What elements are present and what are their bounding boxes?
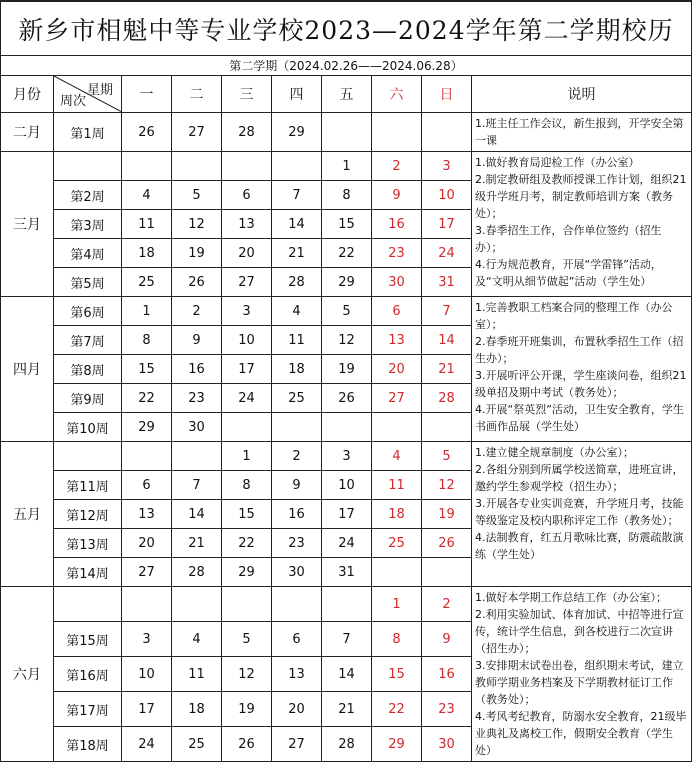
day-cell: 1 xyxy=(122,297,172,326)
note-item: 1.建立健全规章制度（办公室）； xyxy=(475,446,634,459)
day-cell: 24 xyxy=(422,239,472,268)
day-cell: 24 xyxy=(222,384,272,413)
day-cell: 21 xyxy=(422,355,472,384)
day-cell: 16 xyxy=(272,500,322,529)
day-cell: 27 xyxy=(222,268,272,297)
note-item: 2.春季班开班集训，布置秋季招生工作（招生办）； xyxy=(475,335,684,365)
day-cell: 4 xyxy=(122,181,172,210)
day-cell xyxy=(122,152,172,181)
note-item: 4.考风考纪教育，防溺水安全教育，21级毕业典礼及离校工作，假期安全教育（学生处） xyxy=(475,710,687,757)
header-day-mon: 一 xyxy=(122,76,172,113)
month-label: 三月 xyxy=(1,152,54,297)
week-number xyxy=(54,152,122,181)
week-number: 第18周 xyxy=(54,727,122,762)
day-cell: 30 xyxy=(372,268,422,297)
week-number: 第4周 xyxy=(54,239,122,268)
day-cell: 10 xyxy=(422,181,472,210)
day-cell: 30 xyxy=(272,558,322,587)
day-cell xyxy=(172,587,222,622)
note-item: 3.开展听评公开课，学生座谈问卷，组织21级单招及期中考试（教务处）； xyxy=(475,369,687,399)
header-weekday-label: 星期 xyxy=(86,83,113,98)
day-cell: 1 xyxy=(322,152,372,181)
day-cell xyxy=(372,413,422,442)
day-cell: 5 xyxy=(422,442,472,471)
day-cell: 15 xyxy=(222,500,272,529)
day-cell: 2 xyxy=(272,442,322,471)
day-cell: 19 xyxy=(422,500,472,529)
note-item: 4.开展“祭英烈”活动，卫生安全教育，学生书画作品展（学生处） xyxy=(475,403,684,433)
month-label: 二月 xyxy=(1,113,54,152)
note-item: 4.法制教育，红五月歌咏比赛，防震疏散演练（学生处） xyxy=(475,531,684,561)
day-cell: 22 xyxy=(222,529,272,558)
day-cell xyxy=(422,113,472,152)
week-number: 第16周 xyxy=(54,657,122,692)
day-cell: 25 xyxy=(372,529,422,558)
day-cell: 12 xyxy=(422,471,472,500)
day-cell: 26 xyxy=(122,113,172,152)
note-item: 3.春季招生工作，合作单位签约（招生办）； xyxy=(475,224,662,254)
day-cell: 26 xyxy=(222,727,272,762)
week-row xyxy=(1,152,692,181)
week-row xyxy=(1,587,692,622)
day-cell: 12 xyxy=(222,657,272,692)
week-row xyxy=(1,442,692,471)
day-cell: 7 xyxy=(272,181,322,210)
month-label: 四月 xyxy=(1,297,54,442)
month-notes xyxy=(472,297,692,442)
day-cell: 26 xyxy=(422,529,472,558)
note-item: 1.完善教职工档案合同的整理工作（办公室）； xyxy=(475,301,673,331)
week-number: 第1周 xyxy=(54,113,122,152)
day-cell: 8 xyxy=(372,622,422,657)
day-cell: 26 xyxy=(322,384,372,413)
day-cell: 18 xyxy=(172,692,222,727)
week-row xyxy=(1,113,692,152)
day-cell: 22 xyxy=(122,384,172,413)
note-item: 1.班主任工作会议，新生报到，开学安全第一课 xyxy=(475,117,684,147)
header-month: 月份 xyxy=(1,76,54,113)
day-cell: 28 xyxy=(422,384,472,413)
day-cell: 11 xyxy=(272,326,322,355)
day-cell: 6 xyxy=(372,297,422,326)
day-cell: 11 xyxy=(122,210,172,239)
day-cell xyxy=(272,587,322,622)
day-cell: 24 xyxy=(322,529,372,558)
header-day-sat: 六 xyxy=(372,76,422,113)
day-cell: 21 xyxy=(322,692,372,727)
day-cell: 29 xyxy=(272,113,322,152)
day-cell: 9 xyxy=(372,181,422,210)
day-cell: 24 xyxy=(122,727,172,762)
day-cell xyxy=(272,413,322,442)
week-number: 第13周 xyxy=(54,529,122,558)
day-cell: 20 xyxy=(372,355,422,384)
day-cell: 5 xyxy=(322,297,372,326)
week-number: 第12周 xyxy=(54,500,122,529)
day-cell xyxy=(272,152,322,181)
day-cell xyxy=(222,152,272,181)
day-cell: 25 xyxy=(272,384,322,413)
day-cell: 1 xyxy=(222,442,272,471)
header-notes: 说明 xyxy=(472,76,692,113)
day-cell: 21 xyxy=(172,529,222,558)
day-cell: 31 xyxy=(422,268,472,297)
day-cell xyxy=(222,413,272,442)
header-day-fri: 五 xyxy=(322,76,372,113)
note-item: 2.制定教研组及教师授课工作计划，组织21级升学班月考，制定教师培训方案（教务处）； xyxy=(475,173,687,220)
day-cell: 18 xyxy=(372,500,422,529)
day-cell: 29 xyxy=(222,558,272,587)
month-label: 五月 xyxy=(1,442,54,587)
day-cell xyxy=(122,587,172,622)
day-cell: 13 xyxy=(372,326,422,355)
note-item: 1.做好教育局迎检工作（办公室） xyxy=(475,156,640,169)
day-cell: 19 xyxy=(222,692,272,727)
month-label: 六月 xyxy=(1,587,54,762)
day-cell: 28 xyxy=(322,727,372,762)
day-cell: 2 xyxy=(372,152,422,181)
week-number: 第15周 xyxy=(54,622,122,657)
week-number: 第7周 xyxy=(54,326,122,355)
day-cell: 15 xyxy=(322,210,372,239)
day-cell: 14 xyxy=(422,326,472,355)
day-cell: 15 xyxy=(372,657,422,692)
day-cell: 20 xyxy=(222,239,272,268)
day-cell: 8 xyxy=(322,181,372,210)
header-week-diagonal xyxy=(54,76,122,113)
day-cell xyxy=(322,113,372,152)
week-number: 第11周 xyxy=(54,471,122,500)
day-cell: 30 xyxy=(422,727,472,762)
note-item: 3.开展各专业实训竞赛，升学班月考，技能等级鉴定及校内职称评定工作（教务处）； xyxy=(475,497,684,527)
day-cell: 30 xyxy=(172,413,222,442)
day-cell: 4 xyxy=(272,297,322,326)
day-cell: 14 xyxy=(322,657,372,692)
day-cell: 3 xyxy=(222,297,272,326)
day-cell: 12 xyxy=(172,210,222,239)
day-cell: 16 xyxy=(422,657,472,692)
day-cell: 14 xyxy=(272,210,322,239)
day-cell: 3 xyxy=(422,152,472,181)
day-cell xyxy=(422,558,472,587)
day-cell: 15 xyxy=(122,355,172,384)
day-cell xyxy=(322,587,372,622)
week-number: 第5周 xyxy=(54,268,122,297)
day-cell: 7 xyxy=(422,297,472,326)
day-cell: 28 xyxy=(172,558,222,587)
note-item: 2.各组分别到所属学校送简章，进班宣讲，邀约学生参观学校（招生办）； xyxy=(475,463,684,493)
day-cell: 28 xyxy=(222,113,272,152)
day-cell: 13 xyxy=(122,500,172,529)
note-item: 1.做好本学期工作总结工作（办公室）； xyxy=(475,591,667,604)
day-cell: 1 xyxy=(372,587,422,622)
day-cell xyxy=(372,113,422,152)
header-week-label: 周次 xyxy=(60,94,87,109)
day-cell xyxy=(322,413,372,442)
day-cell: 14 xyxy=(172,500,222,529)
day-cell: 29 xyxy=(122,413,172,442)
day-cell: 9 xyxy=(422,622,472,657)
day-cell: 29 xyxy=(322,268,372,297)
day-cell: 13 xyxy=(272,657,322,692)
day-cell: 5 xyxy=(172,181,222,210)
day-cell: 17 xyxy=(422,210,472,239)
day-cell: 9 xyxy=(272,471,322,500)
week-number: 第6周 xyxy=(54,297,122,326)
note-item: 4.行为规范教育，开展“学雷锋”活动，及“文明从细节做起”活动（学生处） xyxy=(475,258,662,288)
day-cell: 28 xyxy=(272,268,322,297)
month-notes xyxy=(472,442,692,587)
day-cell: 6 xyxy=(122,471,172,500)
day-cell: 5 xyxy=(222,622,272,657)
day-cell: 9 xyxy=(172,326,222,355)
day-cell: 22 xyxy=(322,239,372,268)
semester-range: 第二学期（2024.02.26——2024.06.28） xyxy=(1,56,692,76)
day-cell: 23 xyxy=(272,529,322,558)
note-item: 3.安排期末试卷出卷，组织期末考试，建立教师学期业务档案及下学期教材征订工作（教务处）； xyxy=(475,659,684,706)
month-notes xyxy=(472,152,692,297)
day-cell: 11 xyxy=(372,471,422,500)
week-number: 第10周 xyxy=(54,413,122,442)
header-day-thu: 四 xyxy=(272,76,322,113)
day-cell: 7 xyxy=(322,622,372,657)
day-cell: 10 xyxy=(222,326,272,355)
day-cell: 27 xyxy=(122,558,172,587)
day-cell: 6 xyxy=(222,181,272,210)
month-notes xyxy=(472,113,692,152)
day-cell: 27 xyxy=(172,113,222,152)
week-number xyxy=(54,587,122,622)
day-cell: 18 xyxy=(122,239,172,268)
note-item: 2.利用实验加试、体育加试、中招等进行宣传，统计学生信息，到各校进行二次宣讲（招生办）； xyxy=(475,608,684,655)
day-cell: 20 xyxy=(272,692,322,727)
day-cell: 27 xyxy=(272,727,322,762)
day-cell: 17 xyxy=(122,692,172,727)
week-number: 第8周 xyxy=(54,355,122,384)
day-cell xyxy=(122,442,172,471)
day-cell: 3 xyxy=(122,622,172,657)
day-cell xyxy=(222,587,272,622)
day-cell: 10 xyxy=(322,471,372,500)
day-cell: 4 xyxy=(372,442,422,471)
day-cell: 13 xyxy=(222,210,272,239)
day-cell: 25 xyxy=(172,727,222,762)
week-row xyxy=(1,297,692,326)
week-number: 第3周 xyxy=(54,210,122,239)
header-day-wed: 三 xyxy=(222,76,272,113)
week-number: 第14周 xyxy=(54,558,122,587)
week-number: 第2周 xyxy=(54,181,122,210)
day-cell: 23 xyxy=(172,384,222,413)
day-cell: 20 xyxy=(122,529,172,558)
day-cell: 11 xyxy=(172,657,222,692)
day-cell: 22 xyxy=(372,692,422,727)
day-cell: 23 xyxy=(372,239,422,268)
week-number xyxy=(54,442,122,471)
day-cell: 26 xyxy=(172,268,222,297)
day-cell: 12 xyxy=(322,326,372,355)
day-cell: 10 xyxy=(122,657,172,692)
day-cell xyxy=(172,152,222,181)
day-cell: 16 xyxy=(372,210,422,239)
week-number: 第17周 xyxy=(54,692,122,727)
day-cell: 29 xyxy=(372,727,422,762)
day-cell: 25 xyxy=(122,268,172,297)
day-cell xyxy=(422,413,472,442)
day-cell: 17 xyxy=(322,500,372,529)
day-cell: 18 xyxy=(272,355,322,384)
day-cell: 2 xyxy=(172,297,222,326)
day-cell: 6 xyxy=(272,622,322,657)
day-cell: 23 xyxy=(422,692,472,727)
day-cell: 7 xyxy=(172,471,222,500)
day-cell: 3 xyxy=(322,442,372,471)
day-cell: 21 xyxy=(272,239,322,268)
day-cell: 2 xyxy=(422,587,472,622)
header-day-tue: 二 xyxy=(172,76,222,113)
day-cell: 8 xyxy=(222,471,272,500)
page-title: 新乡市相魁中等专业学校2023—2024学年第二学期校历 xyxy=(1,1,692,56)
day-cell: 19 xyxy=(172,239,222,268)
day-cell xyxy=(372,558,422,587)
header-day-sun: 日 xyxy=(422,76,472,113)
day-cell xyxy=(172,442,222,471)
day-cell: 8 xyxy=(122,326,172,355)
week-number: 第9周 xyxy=(54,384,122,413)
day-cell: 17 xyxy=(222,355,272,384)
day-cell: 4 xyxy=(172,622,222,657)
day-cell: 16 xyxy=(172,355,222,384)
day-cell: 19 xyxy=(322,355,372,384)
month-notes xyxy=(472,587,692,762)
day-cell: 31 xyxy=(322,558,372,587)
day-cell: 27 xyxy=(372,384,422,413)
